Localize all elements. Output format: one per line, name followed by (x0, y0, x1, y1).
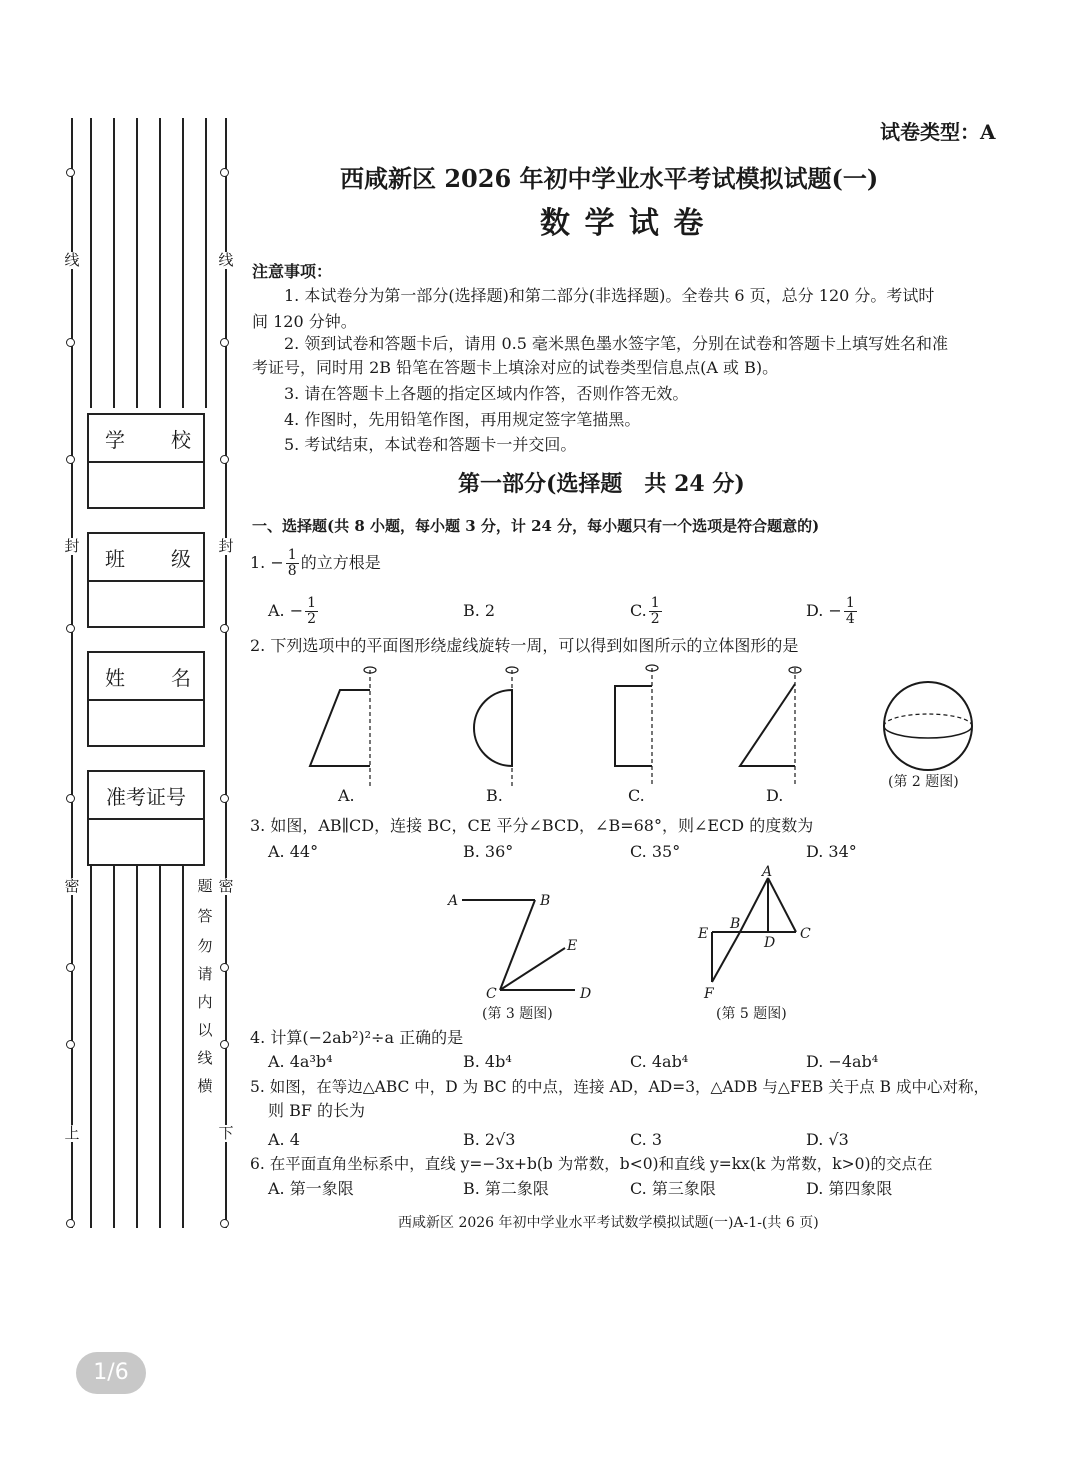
q1-option-a[interactable] (268, 596, 320, 627)
name-label: 名 (171, 665, 191, 690)
q3-pt-a: A (448, 893, 459, 909)
q5-option-a[interactable]: A. 4 (268, 1130, 300, 1149)
q3-option-b[interactable]: B. 36° (463, 842, 514, 861)
seal-circle (220, 1040, 229, 1049)
rule-line (136, 862, 138, 1228)
warn-char: 勿 (197, 937, 213, 955)
seal-circle (220, 624, 229, 633)
warn-char: 横 (197, 1077, 213, 1095)
q5-pt-a: A (762, 864, 773, 880)
rule-line (113, 862, 115, 1228)
q1-a-den: 2 (307, 611, 317, 627)
q5-pt-d: D (764, 935, 776, 951)
warn-char: 答 (197, 907, 213, 925)
notice-item-5: 5. 考试结束，本试卷和答题卡一并交回。 (284, 435, 577, 454)
q2-sphere-figure (884, 682, 972, 770)
q1-c-den: 2 (650, 611, 660, 627)
seal-circle (220, 1219, 229, 1228)
q4-option-a[interactable]: A. 4a³b⁴ (268, 1052, 333, 1071)
seal-circle (66, 624, 75, 633)
seal-circle (66, 1040, 75, 1049)
seal-circle (220, 963, 229, 972)
q1-a-num: 1 (307, 595, 317, 611)
warn-char: 题 (197, 877, 213, 895)
q2-figure-d (740, 667, 801, 786)
q6-option-c[interactable]: C. 第三象限 (630, 1179, 716, 1198)
seal-mark-xian: 线 (64, 251, 80, 269)
q5-stem-cont: 则 BF 的长为 (268, 1101, 366, 1120)
q4-option-d[interactable]: D. −4ab⁴ (806, 1052, 879, 1071)
name-label: 姓 (105, 665, 125, 690)
q1-den: 8 (287, 563, 297, 579)
left-seal-line (71, 118, 73, 1228)
exam-id-label: 准考证号 (106, 784, 186, 809)
q4-option-b[interactable]: B. 4b⁴ (463, 1052, 512, 1071)
right-seal-line (225, 118, 227, 1228)
rule-line (136, 118, 138, 408)
q5-pt-e: E (698, 926, 709, 942)
warn-char: 以 (197, 1021, 213, 1039)
seal-mark-shang: 上 (64, 1124, 80, 1142)
class-box[interactable] (87, 532, 205, 628)
q5-option-b[interactable]: B. 2√3 (463, 1130, 516, 1149)
q2-label-a[interactable]: A. (338, 786, 355, 805)
notice-item-1: 1. 本试卷分为第一部分(选择题)和第二部分(非选择题)。全卷共 6 页，总分 120 分。考试时 (284, 286, 935, 305)
q2-figure-a (310, 667, 376, 786)
warn-char: 请 (197, 965, 213, 983)
rule-line (182, 862, 184, 1228)
q5-figure (694, 864, 824, 1004)
class-label: 级 (171, 546, 191, 571)
seal-mark-xian: 线 (218, 251, 234, 269)
q3-option-a[interactable]: A. 44° (268, 842, 319, 861)
page-footer: 西咸新区 2026 年初中学业水平考试数学模拟试题(一)A-1-(共 6 页) (398, 1215, 819, 1231)
rule-line (90, 862, 92, 1228)
exam-subtitle: 数 学 试 卷 (540, 206, 706, 241)
q3-stem: 3. 如图，AB∥CD，连接 BC，CE 平分∠BCD，∠B=68°，则∠ECD 的度数为 (250, 816, 814, 835)
q5-caption: (第 5 题图) (716, 1006, 787, 1022)
q1-c-label: C. (630, 601, 647, 620)
q3-pt-d: D (580, 986, 592, 1002)
notice-item-2-cont: 考证号，同时用 2B 铅笔在答题卡上填涂对应的试卷类型信息点(A 或 B)。 (252, 358, 779, 377)
q2-figure-b (474, 667, 518, 786)
rule-line (113, 118, 115, 408)
seal-circle (220, 794, 229, 803)
q3-caption: (第 3 题图) (482, 1006, 553, 1022)
q3-option-c[interactable]: C. 35° (630, 842, 681, 861)
q1-c-num: 1 (650, 595, 660, 611)
seal-circle (66, 455, 75, 464)
seal-circle (220, 168, 229, 177)
seal-circle (66, 338, 75, 347)
q3-option-d[interactable]: D. 34° (806, 842, 857, 861)
q1-d-label: D. − (806, 601, 842, 620)
q2-caption: (第 2 题图) (888, 774, 959, 790)
q4-option-c[interactable]: C. 4ab⁴ (630, 1052, 689, 1071)
q1-stem-suffix: 的立方根是 (300, 553, 381, 572)
q6-option-d[interactable]: D. 第四象限 (806, 1179, 893, 1198)
seal-circle (66, 168, 75, 177)
seal-circle (66, 794, 75, 803)
rule-line (205, 118, 207, 408)
q2-stem: 2. 下列选项中的平面图形绕虚线旋转一周，可以得到如图所示的立体图形的是 (250, 636, 799, 655)
school-label: 校 (171, 427, 191, 452)
q1-stem (250, 548, 381, 579)
part1-title: 第一部分(选择题 共 24 分) (458, 471, 745, 497)
q5-option-d[interactable]: D. √3 (806, 1130, 849, 1149)
q3-pt-b: B (540, 893, 551, 909)
q5-pt-c: C (800, 926, 811, 942)
q2-label-c[interactable]: C. (628, 786, 645, 805)
rule-line (159, 862, 161, 1228)
seal-mark-feng: 封 (218, 537, 234, 555)
q3-figure (440, 880, 610, 1002)
notice-item-3: 3. 请在答题卡上各题的指定区域内作答，否则作答无效。 (284, 384, 689, 403)
q6-option-b[interactable]: B. 第二象限 (463, 1179, 549, 1198)
q2-label-b[interactable]: B. (486, 786, 503, 805)
seal-mark-mi: 密 (64, 877, 80, 895)
q2-label-d[interactable]: D. (766, 786, 784, 805)
notice-heading: 注意事项： (252, 262, 333, 281)
notice-item-4: 4. 作图时，先用铅笔作图，再用规定签字笔描黑。 (284, 410, 641, 429)
seal-mark-xia: 下 (218, 1124, 234, 1142)
q2-figure-c (615, 665, 658, 786)
seal-circle (220, 455, 229, 464)
warn-char: 内 (197, 993, 213, 1011)
q1-num: 1 (287, 547, 297, 563)
notice-item-1-cont: 间 120 分钟。 (252, 312, 357, 331)
q1-a-label: A. − (268, 601, 304, 620)
seal-circle (66, 963, 75, 972)
q3-pt-e: E (567, 938, 578, 954)
q6-stem: 6. 在平面直角坐标系中，直线 y=−3x+b(b 为常数，b<0)和直线 y=kx(k 为常数，k>0)的交点在 (250, 1155, 933, 1173)
name-box[interactable] (87, 651, 205, 747)
page-indicator[interactable]: 1/6 (76, 1352, 146, 1394)
q4-stem: 4. 计算(−2ab²)²÷a 正确的是 (250, 1028, 464, 1047)
seal-circle (220, 338, 229, 347)
q6-option-a[interactable]: A. 第一象限 (268, 1179, 354, 1198)
q1-d-den: 4 (845, 611, 855, 627)
exam-title: 西咸新区 2026 年初中学业水平考试模拟试题(一) (340, 164, 879, 193)
q5-stem: 5. 如图，在等边△ABC 中，D 为 BC 的中点，连接 AD，AD=3，△ADB 与△FEB 关于点 B 成中心对称， (250, 1078, 989, 1096)
seal-mark-feng: 封 (64, 537, 80, 555)
q5-pt-b: B (730, 916, 741, 932)
exam-id-box[interactable] (87, 770, 205, 866)
q5-pt-f: F (704, 986, 714, 1002)
q1-option-c[interactable] (630, 596, 664, 627)
notice-item-2: 2. 领到试卷和答题卡后，请用 0.5 毫米黑色墨水签字笔，分别在试卷和答题卡上填写姓名和准 (284, 334, 948, 353)
q1-option-b[interactable]: B. 2 (463, 601, 496, 620)
seal-mark-mi: 密 (218, 877, 234, 895)
q3-pt-c: C (486, 986, 497, 1002)
q1-d-num: 1 (845, 595, 855, 611)
school-box[interactable] (87, 413, 205, 509)
paper-type: 试卷类型：A (880, 120, 996, 144)
section1-heading: 一、选择题(共 8 小题，每小题 3 分，计 24 分，每小题只有一个选项是符合题意的) (252, 517, 820, 535)
q1-option-d[interactable] (806, 596, 859, 627)
seal-circle (66, 1219, 75, 1228)
class-label: 班 (105, 546, 125, 571)
q5-option-c[interactable]: C. 3 (630, 1130, 663, 1149)
q1-stem-prefix: 1. − (250, 553, 284, 572)
rule-line (159, 118, 161, 408)
rule-line (182, 118, 184, 408)
school-label: 学 (105, 427, 125, 452)
rule-line (90, 118, 92, 408)
warn-char: 线 (197, 1049, 213, 1067)
